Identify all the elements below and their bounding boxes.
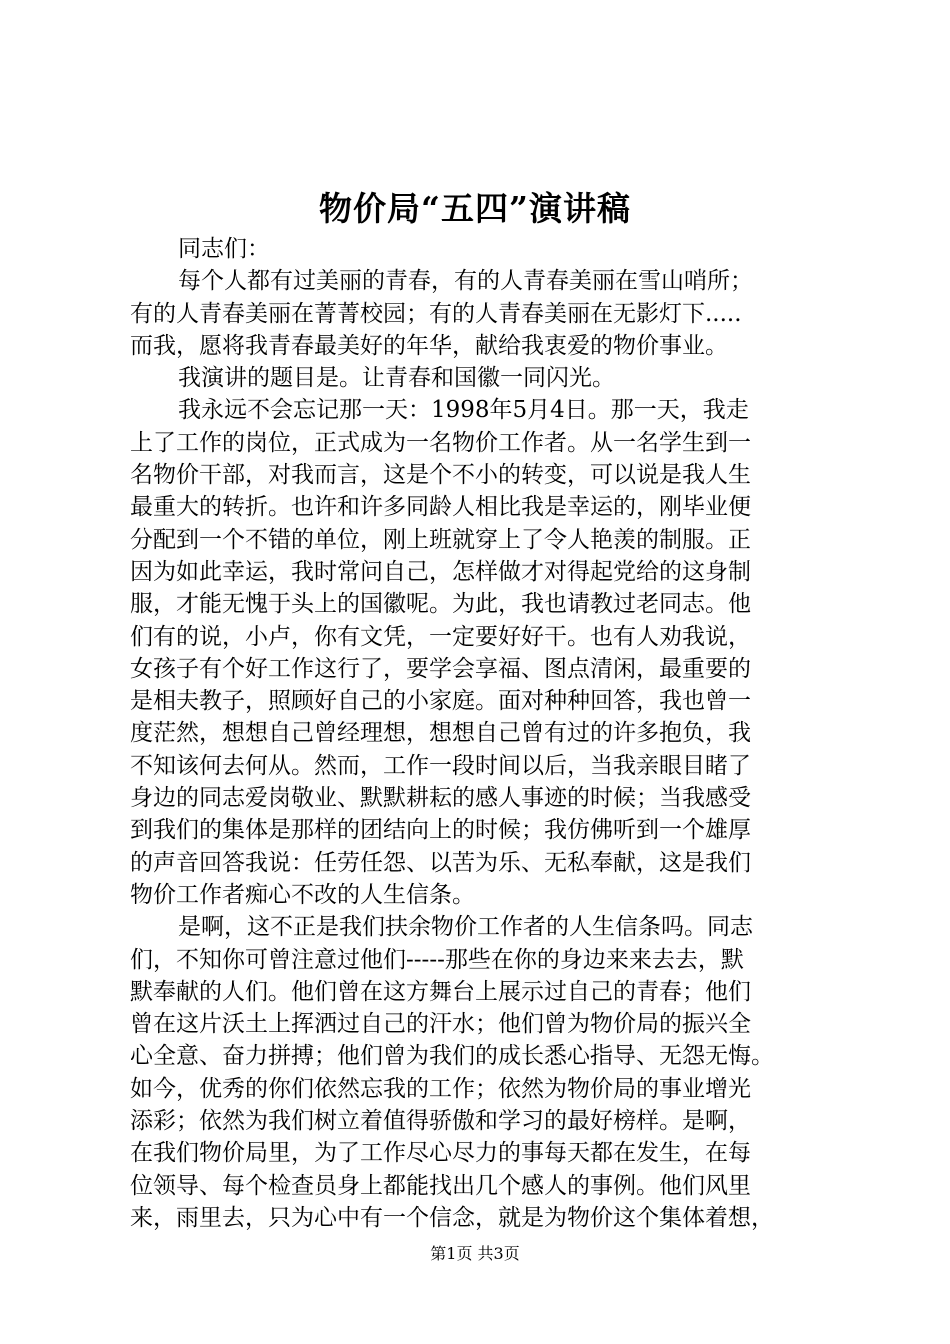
page-footer: 第1页 共3页 xyxy=(430,1244,520,1263)
paragraph-line: 到我们的集体是那样的团结向上的时候；我仿佛听到一个雄厚 xyxy=(130,817,751,844)
paragraph-line: 度茫然，想想自己曾经理想，想想自己曾有过的许多抱负，我 xyxy=(130,720,751,747)
paragraph-line: 身边的同志爱岗敬业、默默耕耘的感人事迹的时候；当我感受 xyxy=(130,785,751,812)
paragraph-line: 位领导、每个检查员身上都能找出几个感人的事例。他们风里 xyxy=(130,1172,751,1199)
paragraph-line: 我演讲的题目是。让青春和国徽一同闪光。 xyxy=(178,365,615,392)
paragraph-line: 而我，愿将我青春最美好的年华，献给我衷爱的物价事业。 xyxy=(130,332,728,359)
paragraph-line: 是啊，这不正是我们扶余物价工作者的人生信条吗。同志 xyxy=(178,914,753,941)
paragraph-line: 心全意、奋力拼搏；他们曾为我们的成长悉心指导、无怨无悔。 xyxy=(130,1043,774,1070)
paragraph-line: 女孩子有个好工作这行了，要学会享福、图点清闲，最重要的 xyxy=(130,655,751,682)
paragraph-line: 们，不知你可曾注意过他们-----那些在你的身边来来去去，默 xyxy=(130,946,744,973)
paragraph-line: 上了工作的岗位，正式成为一名物价工作者。从一名学生到一 xyxy=(130,429,751,456)
paragraph-line: 名物价干部，对我而言，这是个不小的转变，可以说是我人生 xyxy=(130,462,751,489)
document-body xyxy=(130,233,830,1234)
paragraph-line: 是相夫教子，照顾好自己的小家庭。面对种种回答，我也曾一 xyxy=(130,688,751,715)
paragraph-line: 最重大的转折。也许和许多同龄人相比我是幸运的，刚毕业便 xyxy=(130,494,751,521)
paragraph-line: 因为如此幸运，我时常问自己，怎样做才对得起党给的这身制 xyxy=(130,558,751,585)
paragraph-line: 有的人青春美丽在菁菁校园；有的人青春美丽在无影灯下..... xyxy=(130,300,742,327)
document-title: 物价局“五四”演讲稿 xyxy=(319,189,631,228)
paragraph-line: 默奉献的人们。他们曾在这方舞台上展示过自己的青春；他们 xyxy=(130,978,751,1005)
paragraph-line: 在我们物价局里，为了工作尽心尽力的事每天都在发生，在每 xyxy=(130,1140,751,1167)
paragraph-line: 每个人都有过美丽的青春，有的人青春美丽在雪山哨所； xyxy=(178,268,753,295)
paragraph-line: 不知该何去何从。然而，工作一段时间以后，当我亲眼目睹了 xyxy=(130,752,751,779)
paragraph-line: 我永远不会忘记那一天：1998年5月4日。那一天，我走 xyxy=(178,397,749,424)
paragraph-line: 分配到一个不错的单位，刚上班就穿上了令人艳羡的制服。正 xyxy=(130,526,751,553)
paragraph-line: 添彩；依然为我们树立着值得骄傲和学习的最好榜样。是啊， xyxy=(130,1108,751,1135)
paragraph-line: 来，雨里去，只为心中有一个信念，就是为物价这个集体着想， xyxy=(130,1204,774,1231)
paragraph-line: 们有的说，小卢，你有文凭，一定要好好干。也有人劝我说， xyxy=(130,623,751,650)
paragraph-line: 曾在这片沃土上挥洒过自己的汗水；他们曾为物价局的振兴全 xyxy=(130,1011,751,1038)
salutation-line: 同志们： xyxy=(178,236,270,262)
paragraph-line: 服，才能无愧于头上的国徽呢。为此，我也请教过老同志。他 xyxy=(130,591,751,618)
paragraph-line: 的声音回答我说：任劳任怨、以苦为乐、无私奉献，这是我们 xyxy=(130,849,751,876)
paragraph-line: 物价工作者痴心不改的人生信条。 xyxy=(130,881,475,908)
paragraph-line: 如今，优秀的你们依然忘我的工作；依然为物价局的事业增光 xyxy=(130,1075,751,1102)
